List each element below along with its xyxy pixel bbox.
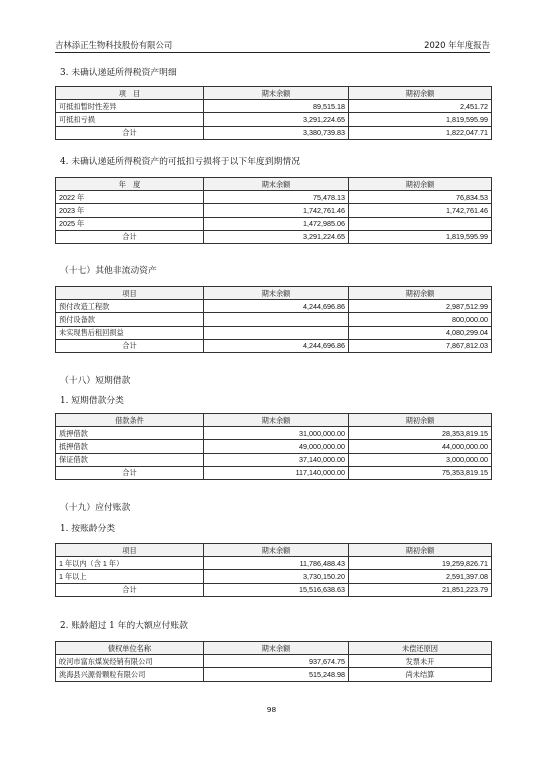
table-row [56, 557, 492, 570]
ending-balance: 31,000,000.00 [204, 427, 349, 440]
column-header: 期初余额 [349, 178, 492, 191]
section-heading: （十八）短期借款 [60, 376, 131, 386]
other-noncurrent-assets-table [55, 286, 492, 353]
row-label: 合计 [56, 339, 204, 352]
reason-unpaid: 发票未开 [349, 655, 492, 668]
table-header-row [56, 87, 492, 100]
subsection-heading: 1. 短期借款分类 [60, 396, 124, 406]
column-header: 项目 [56, 544, 204, 557]
ending-balance: 937,674.75 [204, 655, 349, 668]
ending-balance: 89,515.18 [204, 100, 349, 113]
creditor-name: 皎河市富东煤炭经销有限公司 [56, 655, 204, 668]
section-heading: （十七）其他非流动资产 [60, 266, 157, 276]
row-label: 未实现售后租回损益 [56, 326, 204, 339]
column-header: 期初余额 [349, 87, 492, 100]
table-row [56, 100, 492, 113]
column-header: 期末余额 [204, 642, 349, 655]
ending-balance: 1,472,985.06 [204, 217, 349, 230]
table-row [56, 668, 492, 681]
table-row [56, 326, 492, 339]
ending-balance: 15,516,638.63 [204, 583, 349, 596]
row-label: 预付设备款 [56, 313, 204, 326]
column-header: 期末余额 [204, 544, 349, 557]
ending-balance [204, 326, 349, 339]
row-label: 可抵扣亏损 [56, 113, 204, 126]
table-row [56, 300, 492, 313]
row-label: 2025 年 [56, 217, 204, 230]
report-title: 2020 年年度报告 [424, 40, 490, 50]
column-header: 期末余额 [204, 414, 349, 427]
table-row [56, 113, 492, 126]
ending-balance [204, 313, 349, 326]
opening-balance: 1,819,595.99 [349, 230, 492, 243]
row-label: 合计 [56, 466, 204, 479]
opening-balance: 1,819,595.99 [349, 113, 492, 126]
short-term-borrowings-table [55, 413, 492, 480]
opening-balance: 2,987,512.99 [349, 300, 492, 313]
opening-balance: 2,451.72 [349, 100, 492, 113]
opening-balance: 28,353,819.15 [349, 427, 492, 440]
company-name: 吉林添正生物科技股份有限公司 [55, 40, 173, 50]
table-row [56, 570, 492, 583]
row-label: 2023 年 [56, 204, 204, 217]
column-header: 期末余额 [204, 287, 349, 300]
opening-balance: 800,000.00 [349, 313, 492, 326]
ending-balance: 37,140,000.00 [204, 453, 349, 466]
column-header: 未偿还原因 [349, 642, 492, 655]
opening-balance: 3,000,000.00 [349, 453, 492, 466]
creditor-name: 洮海县兴源骨颗粒有限公司 [56, 668, 204, 681]
table-row [56, 440, 492, 453]
ending-balance: 75,478.13 [204, 191, 349, 204]
table-row [56, 204, 492, 217]
table-header-row [56, 544, 492, 557]
accounts-payable-aging-table [55, 543, 492, 597]
table-total-row [56, 230, 492, 243]
opening-balance: 21,851,223.79 [349, 583, 492, 596]
table-row [56, 191, 492, 204]
column-header: 借款条件 [56, 414, 204, 427]
loss-expiry-table [55, 177, 492, 244]
table-row [56, 655, 492, 668]
reason-unpaid: 尚未结算 [349, 668, 492, 681]
row-label: 可抵扣暂时性差异 [56, 100, 204, 113]
column-header: 年 度 [56, 178, 204, 191]
row-label: 1 年以上 [56, 570, 204, 583]
section-heading: （十九）应付账款 [60, 503, 131, 513]
opening-balance: 75,353,819.15 [349, 466, 492, 479]
opening-balance: 1,742,761.46 [349, 204, 492, 217]
opening-balance: 2,591,397.08 [349, 570, 492, 583]
opening-balance [349, 217, 492, 230]
ending-balance: 117,140,000.00 [204, 466, 349, 479]
table-header-row [56, 642, 492, 655]
row-label: 1 年以内（含 1 年） [56, 557, 204, 570]
subsection-heading: 1. 按账龄分类 [60, 524, 116, 534]
row-label: 预付改造工程款 [56, 300, 204, 313]
table-row [56, 313, 492, 326]
row-label: 2022 年 [56, 191, 204, 204]
row-label: 合计 [56, 583, 204, 596]
row-label: 合计 [56, 126, 204, 139]
table-total-row [56, 466, 492, 479]
table-row [56, 453, 492, 466]
column-header: 期末余额 [204, 178, 349, 191]
table-header-row [56, 287, 492, 300]
table-total-row [56, 126, 492, 139]
opening-balance: 7,867,812.03 [349, 339, 492, 352]
ending-balance: 4,244,696.86 [204, 300, 349, 313]
ending-balance: 3,380,739.83 [204, 126, 349, 139]
column-header: 期末余额 [204, 87, 349, 100]
column-header: 债权单位名称 [56, 642, 204, 655]
ending-balance: 1,742,761.46 [204, 204, 349, 217]
ending-balance: 515,248.98 [204, 668, 349, 681]
section-heading: 3. 未确认递延所得税资产明细 [60, 68, 177, 78]
opening-balance: 19,259,826.71 [349, 557, 492, 570]
row-label: 保证借款 [56, 453, 204, 466]
row-label: 抵押借款 [56, 440, 204, 453]
table-header-row [56, 178, 492, 191]
deferred-tax-table [55, 86, 492, 140]
section-heading: 4. 未确认递延所得税资产的可抵扣亏损将于以下年度到期情况 [60, 157, 300, 167]
page-number: 98 [266, 705, 277, 714]
column-header: 期初余额 [349, 287, 492, 300]
column-header: 期初余额 [349, 414, 492, 427]
ending-balance: 3,730,150.20 [204, 570, 349, 583]
table-row [56, 217, 492, 230]
column-header: 项目 [56, 287, 204, 300]
large-payables-over-one-year-table [55, 641, 492, 682]
opening-balance: 44,000,000.00 [349, 440, 492, 453]
table-row [56, 427, 492, 440]
ending-balance: 3,291,224.65 [204, 113, 349, 126]
page-header [55, 38, 490, 53]
column-header: 项 目 [56, 87, 204, 100]
opening-balance: 1,822,047.71 [349, 126, 492, 139]
table-total-row [56, 583, 492, 596]
row-label: 合计 [56, 230, 204, 243]
subsection-heading: 2. 账龄超过 1 年的大额应付账款 [60, 621, 188, 631]
table-total-row [56, 339, 492, 352]
ending-balance: 3,291,224.65 [204, 230, 349, 243]
table-header-row [56, 414, 492, 427]
opening-balance: 76,834.53 [349, 191, 492, 204]
row-label: 质押借款 [56, 427, 204, 440]
column-header: 期初余额 [349, 544, 492, 557]
opening-balance: 4,080,299.04 [349, 326, 492, 339]
ending-balance: 49,000,000.00 [204, 440, 349, 453]
ending-balance: 4,244,696.86 [204, 339, 349, 352]
ending-balance: 11,786,488.43 [204, 557, 349, 570]
